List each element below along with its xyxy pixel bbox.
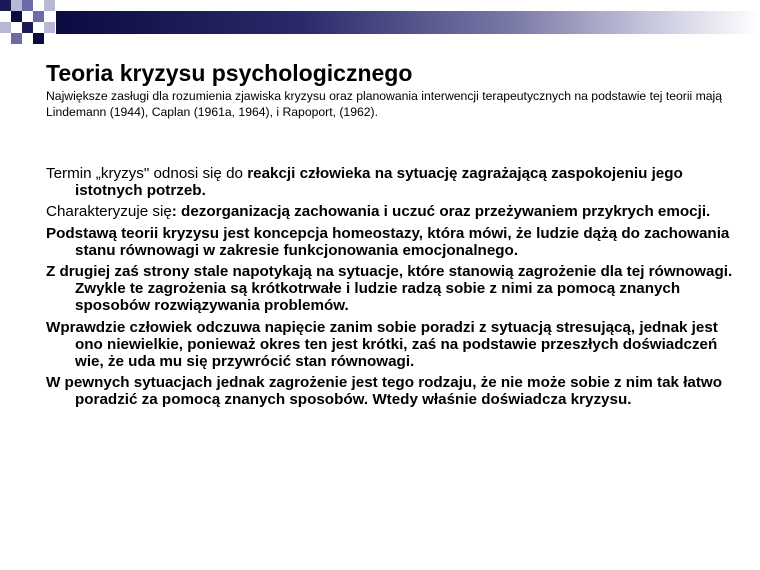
decor-square-lavender-2 (44, 0, 55, 11)
paragraph-1-normal: Termin „kryzys" odnosi się do (46, 165, 248, 182)
slide-title: Teoria kryzysu psychologicznego (46, 60, 413, 86)
paragraph-2-bold: : dezorganizacją zachowania i uczuć oraz przeżywaniem przykrych emocji. (171, 203, 711, 221)
decor-square-navy-3 (22, 22, 33, 33)
paragraph-2 (46, 203, 736, 220)
decor-square-blue-3 (11, 33, 22, 44)
paragraph-6-bold: W pewnych sytuacjach jednak zagrożenie jest tego rodzaju, że nie może sobie z nim tak łatwo poradzić za pomocą znanych sposobów. Wtedy właśnie doświadcza kryzysu. (46, 374, 723, 409)
paragraph-3-bold: Podstawą teorii kryzysu jest koncepcja homeostazy, która mówi, że ludzie dążą do zachowania stanu równowagi w zakresie funkcjonowania emocjonalnego. (46, 224, 730, 259)
paragraph-2-normal: Charakteryzuje się (46, 203, 172, 221)
header-banner (0, 0, 760, 46)
slide-body (46, 165, 736, 413)
paragraph-1-bold: reakcji człowieka na sytuację zagrażającą zaspokojeniu jego istotnych potrzeb. (75, 165, 683, 200)
decor-square-lavender-4 (44, 22, 55, 33)
decor-square-navy-4 (33, 33, 44, 44)
gradient-bar (56, 11, 760, 34)
paragraph-3 (46, 225, 736, 259)
decor-square-blue-1 (22, 0, 33, 11)
decor-square-blue-2 (33, 11, 44, 22)
paragraph-5 (46, 319, 736, 371)
decor-square-navy-2 (11, 11, 22, 22)
slide-subtitle: Największe zasługi dla rozumienia zjawiska kryzysu oraz planowania interwencji terapeutycznych na podstawie tej teorii mają Lindemann (1944), Caplan (1961a, 1964), i Rapoport, (1962). (46, 89, 723, 119)
paragraph-5-bold: Wprawdzie człowiek odczuwa napięcie zanim sobie poradzi z sytuacją stresującą, jednak jest ono niewielkie, ponieważ okres ten jest krótki, zaś na podstawie przeszłych doświadczeń wie, że uda mu się przywrócić stan równowagi. (46, 318, 718, 371)
paragraph-6 (46, 374, 736, 408)
paragraph-4 (46, 263, 736, 315)
paragraph-1 (46, 165, 736, 199)
decor-square-navy-1 (0, 0, 11, 11)
decor-square-lavender-3 (0, 22, 11, 33)
paragraph-4-bold: Z drugiej zaś strony stale napotykają na sytuacje, które stanowią zagrożenie dla tej równowagi. Zwykle te zagrożenia są krótkotrwałe i ludzie radzą sobie z nimi za pomocą znanych sposobów rozwiązywania problemów. (46, 263, 733, 315)
decor-square-lavender-1 (11, 0, 22, 11)
